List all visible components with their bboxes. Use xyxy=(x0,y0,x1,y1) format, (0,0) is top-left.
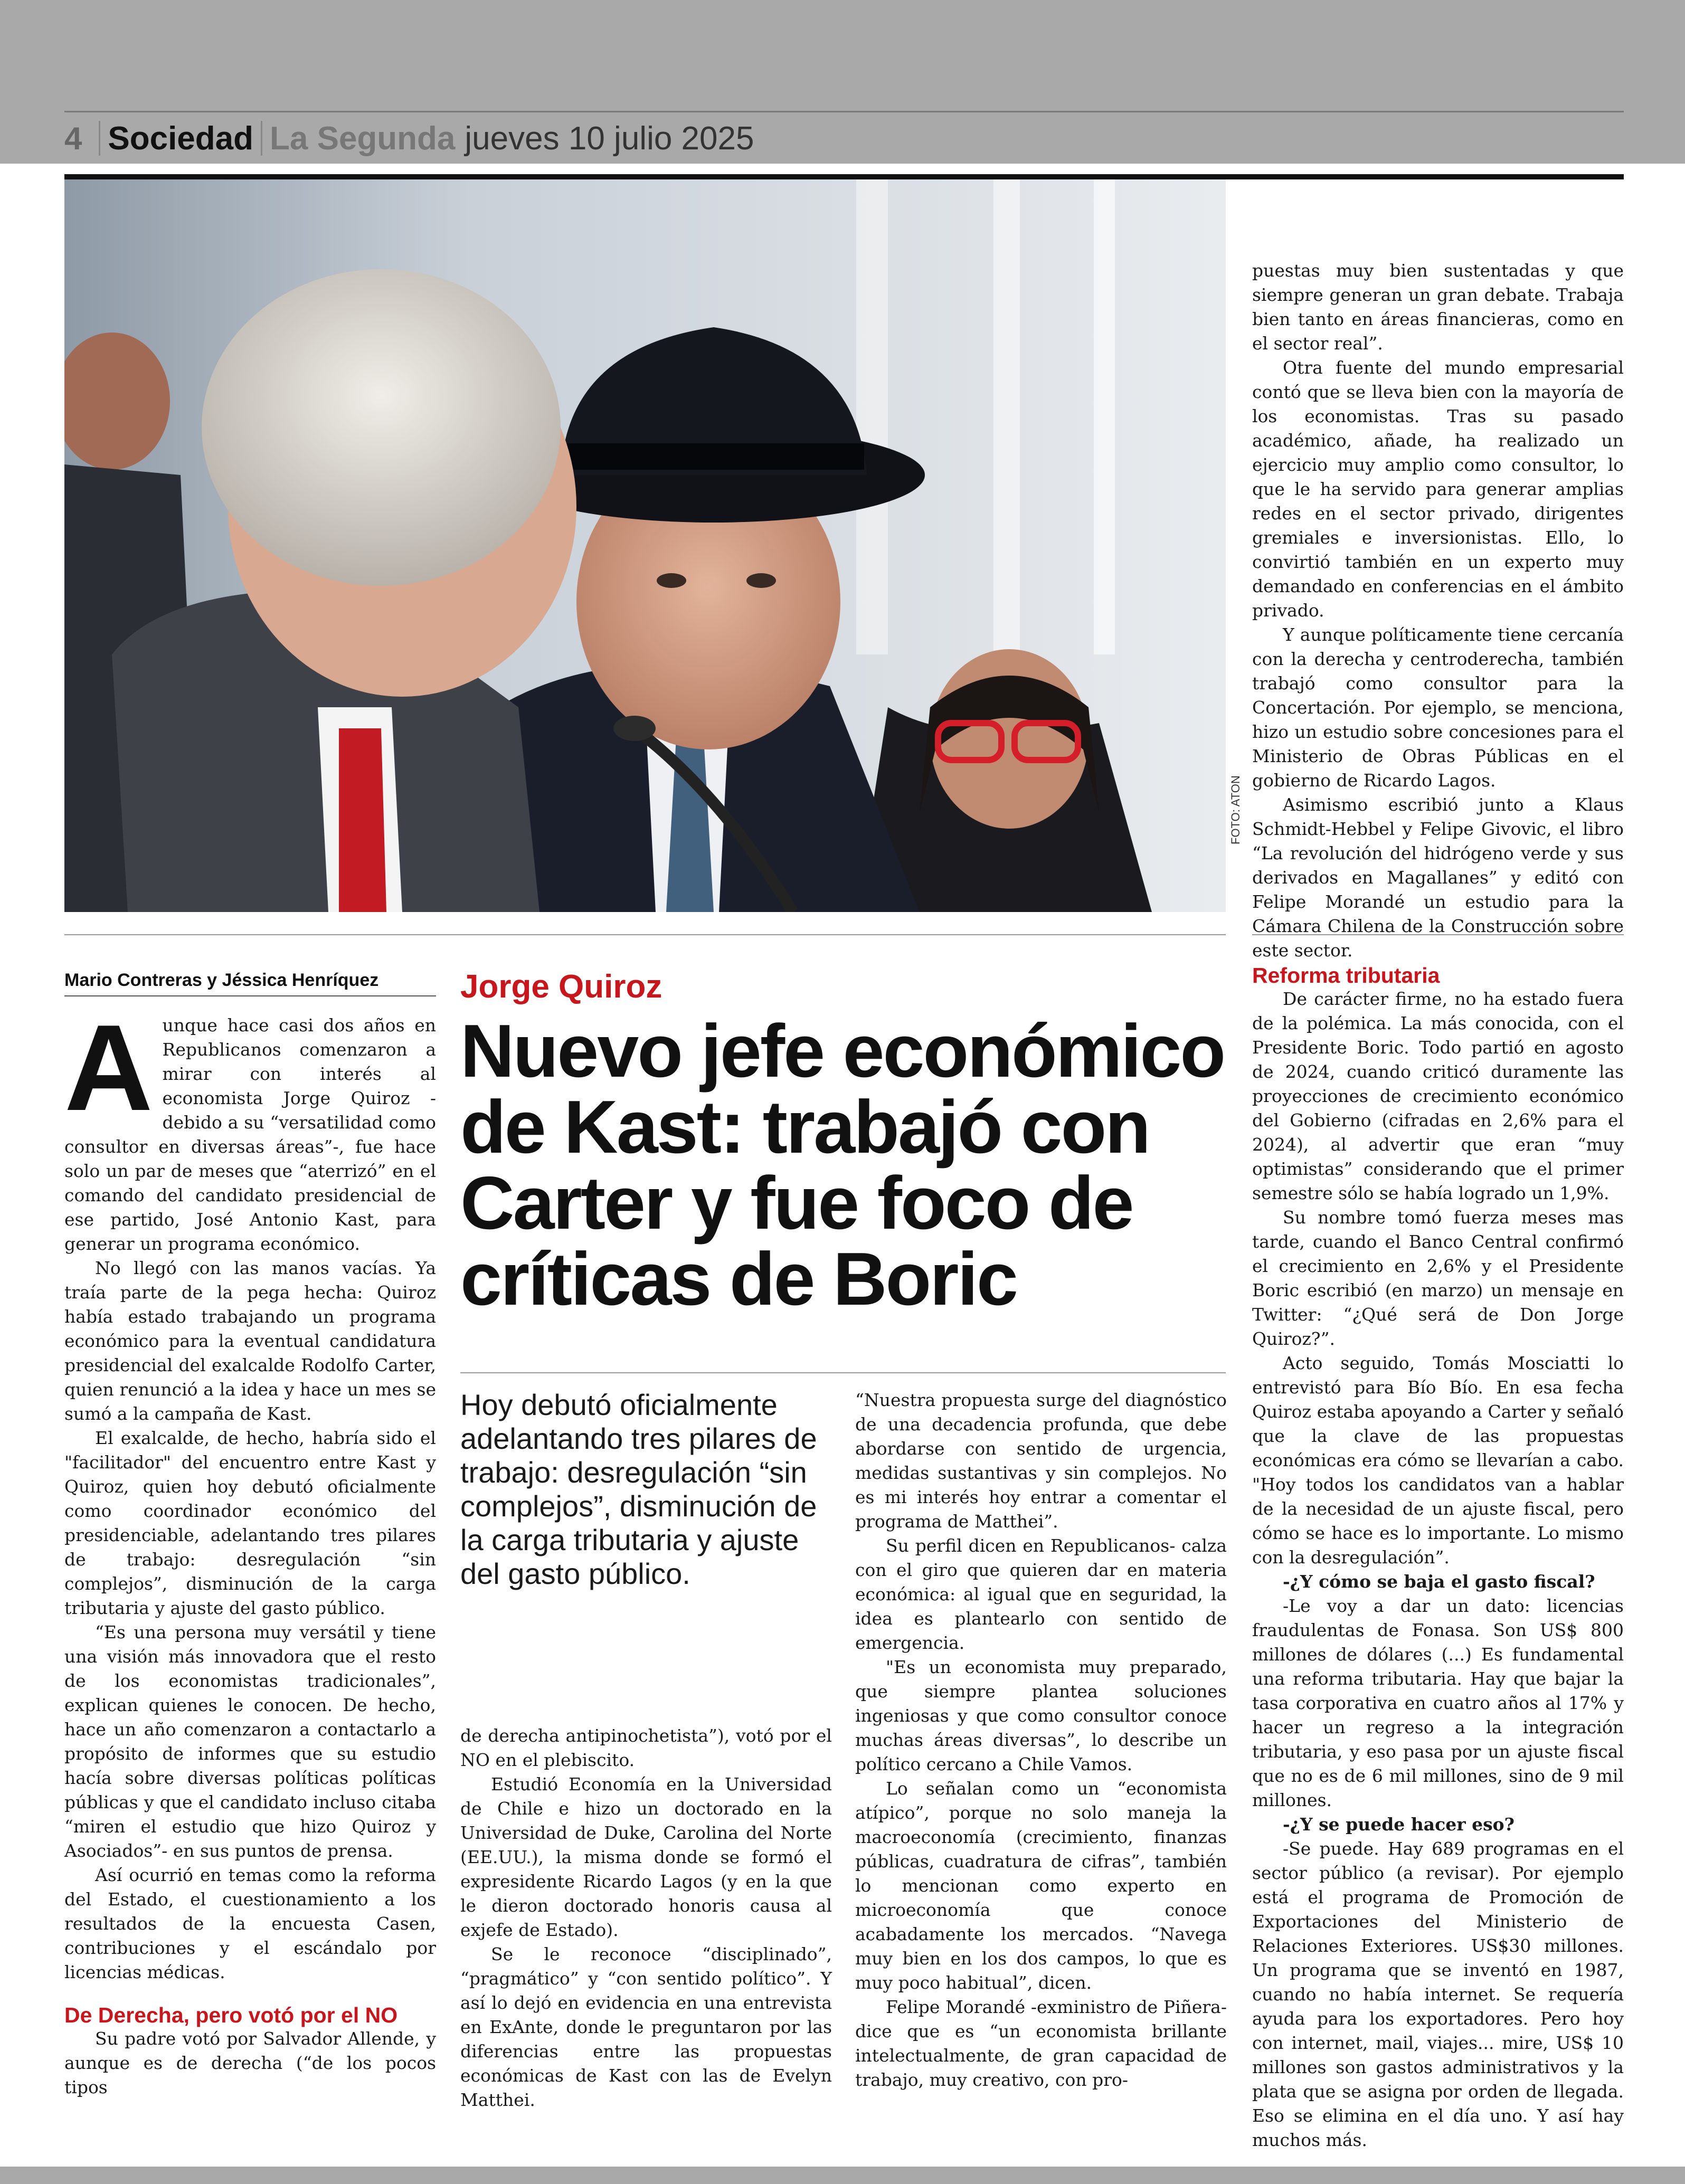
kicker: Jorge Quiroz xyxy=(460,968,662,1005)
article-column-5 xyxy=(1252,964,1624,2152)
subheading: De Derecha, pero votó por el NO xyxy=(64,2003,398,2027)
paragraph: Se le reconoce “disciplinado”, “pragmático” y “con sentido político”. Y así lo dejó en evidencia en una entrevista en ExAnte, donde le preguntaron por las diferencias entre las propuestas económicas de Kast con las de Evelyn Matthei. xyxy=(460,1944,832,2110)
paragraph: “Nuestra propuesta surge del diagnóstico de una decadencia profunda, que debe abordarse con sentido de urgencia, medidas sustantivas y sin complejos. No es mi interés hoy entrar a comentar el programa de Matthei”. xyxy=(855,1390,1227,1532)
paragraph: De carácter firme, no ha estado fuera de la polémica. La más conocida, con el Presidente Boric. Todo partió en agosto de 2024, cuando criticó duramente las proyecciones de crecimiento económico del Gobierno (cifradas en 2,6% para el 2024), al advertir que eran “muy optimistas” considerando que el primer semestre sólo se había logrado un 1,9%. xyxy=(1252,989,1624,1203)
paragraph: Otra fuente del mundo empresarial contó que se lleva bien con la mayoría de los economistas. Tras su pasado académico, añade, ha realizado un ejercicio muy amplio como consultor, lo que le ha servido para generar amplias redes en el sector privado, dirigentes gremiales e inversionistas. Ello, lo convirtió también en un experto muy demandado en conferencias en el ámbito privado. xyxy=(1252,357,1624,621)
paragraph: Lo señalan como un “economista atípico”, porque no solo maneja la macroeconomía (crecimiento, finanzas públicas, cuadratura de cifras”, también lo mencionan como experto en microeconomía que conoce acabadamente los mercados. “Navega muy bien en los dos campos, lo que es muy poco habitual”, dicen. xyxy=(855,1778,1227,1993)
photo-credit: FOTO: ATON xyxy=(1229,775,1242,844)
publication-name: La Segunda xyxy=(270,120,456,157)
interview-question: -¿Y se puede hacer eso? xyxy=(1283,1814,1515,1835)
paragraph: -Le voy a dar un dato: licencias fraudulentas de Fonasa. Son US$ 800 millones de dólares (...) Es fundamental una reforma tributaria. Hay que bajar la tasa corporativa en cuatro años al 17% y hacer un regreso a la integración tributaria, y eso pasa por un ajuste fiscal que no es de 6 mil millones, sino de 9 mil millones. xyxy=(1252,1596,1624,1810)
page-header xyxy=(64,117,754,159)
dropcap: A xyxy=(64,1000,153,1136)
paragraph-text: unque hace casi dos años en Republicanos comenzaron a mirar con interés al economista Jorge Quiroz -debido a su “versatilidad como consultor en diversas áreas”-, fue hace solo un par de meses que “aterrizó” en el comando del candidato presidencial de ese partido, José Antonio Kast, para generar un programa económico. xyxy=(64,1015,436,1254)
photo-rule xyxy=(64,934,1226,935)
paragraph: Estudió Economía en la Universidad de Chile e hizo un doctorado en la Universidad de Duke, Carolina del Norte (EE.UU.), la misma donde se formó el expresidente Ricardo Lagos (y en la que le dieron doctorado honoris causa al exjefe de Estado). xyxy=(460,1774,832,1940)
paragraph: puestas muy bien sustentadas y que siempre generan un gran debate. Trabaja bien tanto en áreas financieras, como en el sector real”. xyxy=(1252,260,1624,354)
paragraph: Y aunque políticamente tiene cercanía con la derecha y centroderecha, también trabajó como consultor para la Concertación. Por ejemplo, se menciona, hizo un estudio sobre concesiones para el Ministerio de Obras Públicas en el gobierno de Ricardo Lagos. xyxy=(1252,624,1624,791)
paragraph: El exalcalde, de hecho, habría sido el "facilitador" del encuentro entre Kast y Quiroz, quien hoy debutó oficialmente como coordinador económico del presidenciable, adelantando tres pilares de trabajo: desregulación “sin complejos”, disminución de la carga tributaria y ajuste del gasto público. xyxy=(64,1428,436,1618)
headline: Nuevo jefe económico de Kast: trabajó con Carter y fue foco de críticas de Boric xyxy=(460,1009,1225,1321)
section-name: Sociedad xyxy=(108,120,254,157)
article-column-1 xyxy=(64,1000,436,2100)
header-separator xyxy=(99,121,100,156)
article-column-4 xyxy=(1252,259,1624,963)
paragraph: de derecha antipinochetista”), votó por el NO en el plebiscito. xyxy=(460,1725,832,1770)
header-rule xyxy=(64,111,1624,112)
paragraph: Su nombre tomó fuerza meses mas tarde, cuando el Banco Central confirmó el crecimiento en 2,6% y el Presidente Boric escribió (en marzo) un mensaje en Twitter: “¿Qué será de Don Jorge Quiroz?”. xyxy=(1252,1207,1624,1349)
issue-date: jueves 10 julio 2025 xyxy=(465,120,754,157)
deck: Hoy debutó oficialmente adelantando tres pilares de trabajo: desregulación “sin complejos”, disminución de la carga tributaria y ajuste del gasto público. xyxy=(460,1388,817,1590)
subheading: Reforma tributaria xyxy=(1252,963,1440,987)
paragraph: “Es una persona muy versátil y tiene una visión más innovadora que el resto de los economistas tradicionales”, explican quienes le conocen. De hecho, hace un año comenzaron a contactarlo a propósito de informes que su estudio hacía sobre diversas políticas políticas públicas y que el candidato incluso citaba “miren el estudio que hizo Quiroz y Asociados”- en sus puntos de prensa. xyxy=(64,1622,436,1861)
article-column-3 xyxy=(855,1388,1227,2092)
byline: Mario Contreras y Jéssica Henríquez xyxy=(64,970,379,990)
paragraph: Acto seguido, Tomás Mosciatti lo entrevistó para Bío Bío. En esa fecha Quiroz estaba apoyando a Carter y señaló que la clave de las propuestas económicas era cómo se llevarían a cabo. "Hoy todos los candidatos van a hablar de la necesidad de un ajuste fiscal, pero cómo se hace es lo importante. Lo mismo con la desregulación”. xyxy=(1252,1353,1624,1568)
paragraph: "Es un economista muy preparado, que siempre plantea soluciones ingeniosas y que como consultor conoce muchas áreas diversas”, lo describe un político cercano a Chile Vamos. xyxy=(855,1657,1227,1774)
headline-rule xyxy=(460,1372,1226,1373)
paragraph: Felipe Morandé -exministro de Piñera- dice que es “un economista brillante intelectualmente, de gran capacidad de trabajo, muy creativo, con pro- xyxy=(855,1997,1227,2090)
page-number: 4 xyxy=(64,120,82,156)
paragraph: Así ocurrió en temas como la reforma del Estado, el cuestionamiento a los resultados de la encuesta Casen, contribuciones y el escándalo por licencias médicas. xyxy=(64,1865,436,1982)
byline-rule xyxy=(64,995,436,996)
paragraph xyxy=(64,1000,436,1256)
paragraph: -Se puede. Hay 689 programas en el sector público (a revisar). Por ejemplo está el programa de Promoción de Exportaciones del Ministerio de Relaciones Exteriores. US$30 millones. Un programa que se inventó en 1987, cuando no había internet. Se requería ayuda para los exportadores. Pero hoy con internet, mail, viajes... mire, US$ 10 millones son gastos administrativos y la plata que se asigna por orden de llegada. Eso se elimina en el día uno. Y así hay muchos más. xyxy=(1252,1838,1624,2150)
interview-question: -¿Y cómo se baja el gasto fiscal? xyxy=(1283,1571,1595,1592)
paragraph: No llegó con las manos vacías. Ya traía parte de la pega hecha: Quiroz había estado trabajando un programa económico para la eventual candidatura presidencial del exalcalde Rodolfo Carter, quien renunció a la idea y hace un mes se sumó a la campaña de Kast. xyxy=(64,1258,436,1424)
paragraph: Su perfil dicen en Republicanos- calza con el giro que quieren dar en materia económica: al igual que en seguridad, la idea es plantearlo con sentido de emergencia. xyxy=(855,1535,1227,1653)
top-bar xyxy=(64,174,1624,179)
paragraph: Asimismo escribió junto a Klaus Schmidt-Hebbel y Felipe Givovic, el libro “La revolución del hidrógeno verde y sus derivados en Magallanes” y editó con Felipe Morandé un estudio para la Cámara Chilena de la Construcción sobre este sector. xyxy=(1252,794,1624,961)
photo-illustration xyxy=(64,179,1226,912)
article-column-2 xyxy=(460,1724,832,2112)
main-photo xyxy=(64,179,1226,912)
paragraph: Su padre votó por Salvador Allende, y aunque es de derecha (“de los pocos tipos xyxy=(64,2028,436,2097)
header-separator xyxy=(261,121,262,156)
